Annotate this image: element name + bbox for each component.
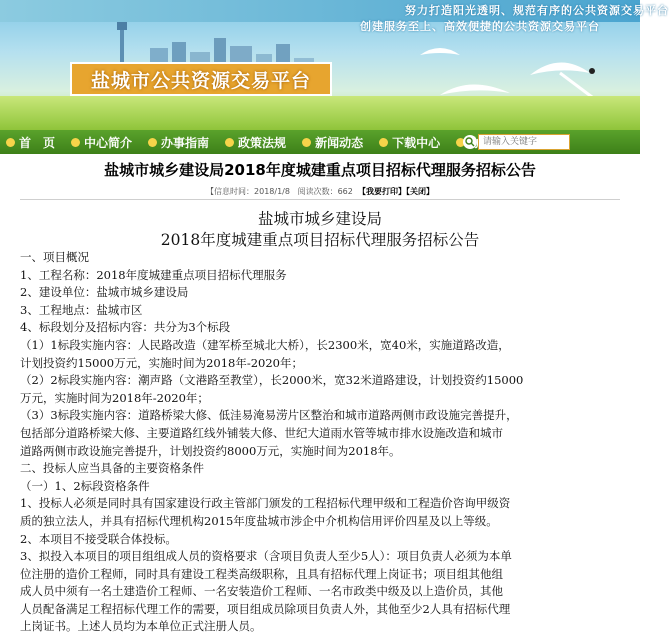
doc-line: 1、投标人必须是同时具有国家建设行政主管部门颁发的工程招标代理甲级和工程造价咨询甲级资 <box>20 496 511 511</box>
main-nav <box>0 130 640 154</box>
doc-line: 一、项目概况 <box>20 250 89 264</box>
banner-grass <box>0 96 640 130</box>
doc-line: 人员配备满足工程招标代理工作的需要，项目组成员除项目负责人外，其他至少2人具有招标代理 <box>20 601 511 616</box>
nav-label: 政策法规 <box>238 135 287 150</box>
nav-label: 中心简介 <box>84 135 133 150</box>
doc-line: 4、标段划分及招标内容：共分为3个标段 <box>20 320 231 335</box>
nav-bullet-icon <box>148 138 157 147</box>
print-link[interactable]: 【我要打印】 <box>357 187 406 196</box>
doc-line: 成人员中须有一名土建造价工程师、一名安装造价工程师、一名市政类中级及以上造价员，其他 <box>20 584 503 599</box>
banner-slogan-bottom: 创建服务至上、高效便捷的公共资源交易平台 <box>360 20 600 33</box>
doc-line: 3、工程地点：盐城市区 <box>20 302 143 317</box>
article-meta <box>0 186 640 197</box>
nav-policy[interactable] <box>217 134 294 151</box>
close-link[interactable]: 【关闭】 <box>405 187 434 196</box>
publish-label: 【信息时间： <box>206 187 255 196</box>
views-label: 阅读次数： <box>297 187 338 196</box>
views-count: 662 <box>337 187 353 196</box>
search-input[interactable] <box>478 134 570 150</box>
doc-line: （一）1、2标段资格条件 <box>20 478 150 493</box>
publish-date: 2018/1/8 <box>254 187 290 196</box>
doc-line: 2、本项目不接受联合体投标。 <box>20 531 177 546</box>
doc-line: 1、工程名称：2018年度城建重点项目招标代理服务 <box>20 267 287 282</box>
nav-label: 新闻动态 <box>315 135 364 150</box>
doc-line: 计划投资约15000万元，实施时间为2018年-2020年； <box>20 355 304 370</box>
doc-line: 二、投标人应当具备的主要资格条件 <box>20 461 204 476</box>
nav-download[interactable] <box>371 134 448 151</box>
doc-title-line1: 盐城市城乡建设局 <box>257 210 382 228</box>
doc-line: 道路两侧市政设施完善提升，计划投资约8000万元，实施时间为2018年。 <box>20 443 401 458</box>
doc-line: 上岗证书。上述人员均为本单位正式注册人员。 <box>20 619 262 634</box>
site-title: 盐城市公共资源交易平台 <box>90 69 311 92</box>
doc-content <box>20 249 628 636</box>
doc-line: （2）2标段实施内容：潮声路（文港路至教堂），长2000米，宽32米道路建设，计划投资约15000 <box>20 373 524 388</box>
doc-line: （3）3标段实施内容：道路桥梁大修、低洼易淹易涝片区整治和城市道路两侧市政设施完善提升， <box>20 408 518 423</box>
nav-label: 办事指南 <box>161 135 210 150</box>
search-icon[interactable] <box>463 135 477 149</box>
nav-about[interactable] <box>63 134 140 151</box>
doc-line: 2、建设单位：盐城市城乡建设局 <box>20 285 189 300</box>
nav-bullet-icon <box>6 138 15 147</box>
doc-line: 包括部分道路桥梁大修、主要道路红线外铺装大修、世纪大道雨水管等城市排水设施改造和城市 <box>20 425 503 440</box>
doc-line: 万元，实施时间为2018年-2020年； <box>20 390 209 405</box>
doc-line: 位注册的造价工程师，同时具有建设工程类高级职称，且具有招标代理上岗证书；项目组其他组 <box>20 566 503 581</box>
nav-news[interactable] <box>294 134 371 151</box>
nav-bullet-icon <box>225 138 234 147</box>
nav-label: 下载中心 <box>392 135 441 150</box>
nav-home[interactable] <box>0 134 63 151</box>
doc-title-line2: 2018年度城建重点项目招标代理服务招标公告 <box>160 231 480 249</box>
page-title: 盐城市城乡建设局2018年度城建重点项目招标代理服务招标公告 <box>104 161 536 179</box>
doc-line: 3、拟投入本项目的项目组组成人员的资格要求（含项目负责人至少5人）：项目负责人必须为本单 <box>20 549 512 564</box>
divider <box>20 199 620 200</box>
doc-line: （1）1标段实施内容：人民路改造（建军桥至城北大桥），长2300米，宽40米，实施道路改造， <box>20 337 510 352</box>
nav-bullet-icon <box>71 138 80 147</box>
nav-bullet-icon <box>379 138 388 147</box>
site-title-box <box>70 62 332 96</box>
nav-bullet-icon <box>302 138 311 147</box>
doc-line: 质的独立法人，并具有招标代理机构2015年度盐城市涉企中介机构信用评价四星及以上等级。 <box>20 513 498 528</box>
banner-slogan-top: 努力打造阳光透明、规范有序的公共资源交易平台 <box>405 4 669 17</box>
nav-label: 首 页 <box>19 135 56 150</box>
nav-guide[interactable] <box>140 134 217 151</box>
site-banner <box>0 0 669 130</box>
